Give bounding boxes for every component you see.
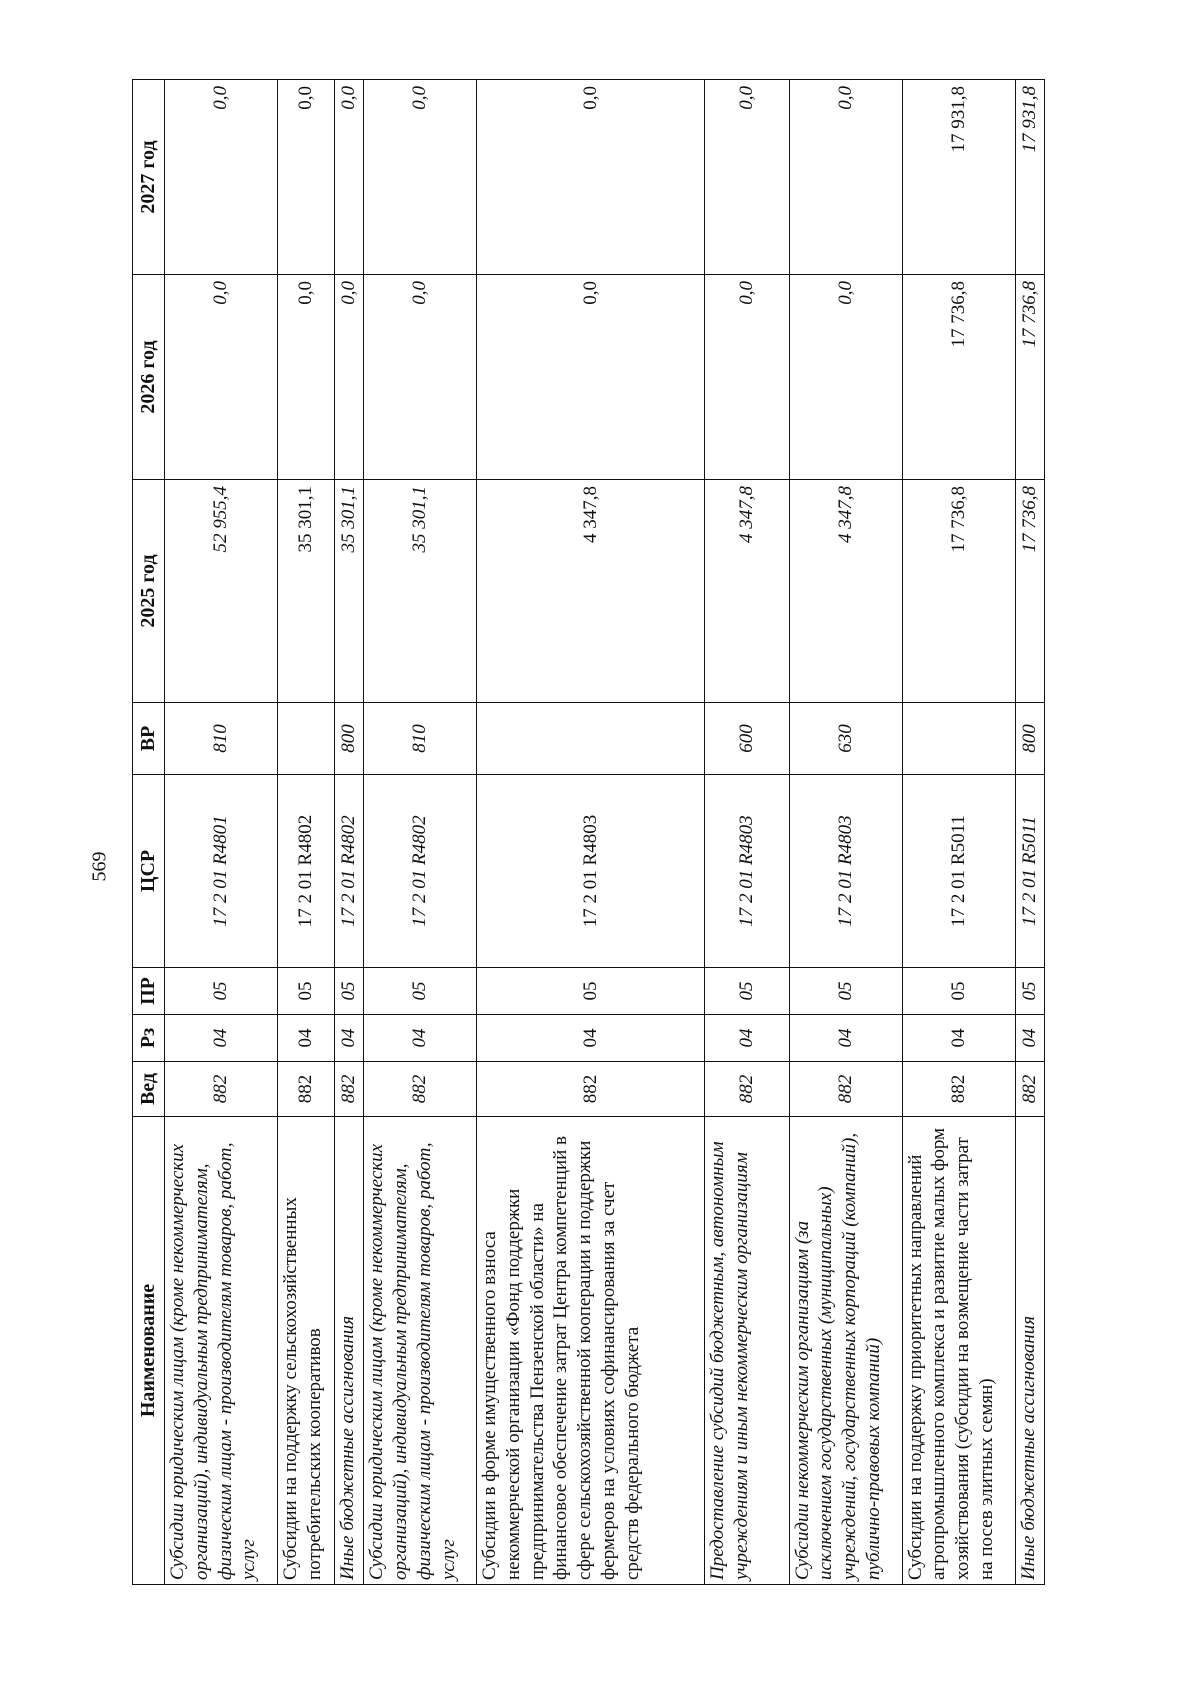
header-name: Наименование (133, 1117, 165, 1585)
cell-ved: 882 (277, 1062, 334, 1117)
cell-name: Субсидии на поддержку приоритетных направлений агропромышленного комплекса и развитие малых форм хозяйствования (субсидии на возмещение части затрат на посев элитных семян) (902, 1117, 1015, 1585)
cell-rz: 04 (277, 1015, 334, 1062)
cell-name: Субсидии некоммерческим организациям (за исключением государственных (муниципальных) учреждений, государственных корпораций (компаний), публично-правовых компаний) (789, 1117, 902, 1585)
cell-ved: 882 (477, 1062, 705, 1117)
cell-pr: 05 (1015, 968, 1044, 1015)
cell-pr: 05 (334, 968, 363, 1015)
header-row (133, 80, 165, 1585)
cell-csr: 17 2 01 R5011 (1015, 775, 1044, 968)
cell-y2027: 0,0 (364, 80, 477, 275)
cell-y2026: 0,0 (165, 275, 278, 480)
table-row (789, 80, 902, 1585)
cell-y2026: 0,0 (705, 275, 789, 480)
cell-ved: 882 (789, 1062, 902, 1117)
cell-ved: 882 (165, 1062, 278, 1117)
table-row (902, 80, 1015, 1585)
table-body (165, 80, 1045, 1585)
table-row (165, 80, 278, 1585)
cell-y2027: 17 931,8 (902, 80, 1015, 275)
cell-y2026: 0,0 (364, 275, 477, 480)
cell-y2026: 17 736,8 (902, 275, 1015, 480)
cell-vr: 800 (1015, 703, 1044, 775)
cell-name: Иные бюджетные ассигнования (1015, 1117, 1044, 1585)
cell-rz: 04 (902, 1015, 1015, 1062)
cell-pr: 05 (364, 968, 477, 1015)
cell-y2025: 4 347,8 (477, 480, 705, 703)
cell-vr (277, 703, 334, 775)
cell-y2026: 0,0 (277, 275, 334, 480)
cell-vr (477, 703, 705, 775)
cell-rz: 04 (477, 1015, 705, 1062)
cell-y2025: 52 955,4 (165, 480, 278, 703)
cell-y2027: 0,0 (165, 80, 278, 275)
cell-name: Предоставление субсидий бюджетным, автономным учреждениям и иным некоммерческим организациям (705, 1117, 789, 1585)
cell-rz: 04 (364, 1015, 477, 1062)
cell-y2026: 0,0 (789, 275, 902, 480)
cell-name: Субсидии на поддержку сельскохозяйственных потребительских кооперативов (277, 1117, 334, 1585)
cell-ved: 882 (334, 1062, 363, 1117)
header-vr: ВР (133, 703, 165, 775)
table-row (705, 80, 789, 1585)
cell-y2025: 4 347,8 (705, 480, 789, 703)
cell-y2027: 17 931,8 (1015, 80, 1044, 275)
cell-rz: 04 (705, 1015, 789, 1062)
cell-y2026: 0,0 (334, 275, 363, 480)
header-2025: 2025 год (133, 480, 165, 703)
cell-y2025: 17 736,8 (902, 480, 1015, 703)
cell-y2027: 0,0 (334, 80, 363, 275)
cell-y2026: 17 736,8 (1015, 275, 1044, 480)
table-container (132, 80, 1045, 1585)
table-row (364, 80, 477, 1585)
cell-pr: 05 (277, 968, 334, 1015)
cell-ved: 882 (364, 1062, 477, 1117)
cell-vr: 800 (334, 703, 363, 775)
cell-y2025: 4 347,8 (789, 480, 902, 703)
cell-csr: 17 2 01 R5011 (902, 775, 1015, 968)
cell-csr: 17 2 01 R4802 (334, 775, 363, 968)
cell-vr: 600 (705, 703, 789, 775)
cell-y2027: 0,0 (705, 80, 789, 275)
cell-rz: 04 (1015, 1015, 1044, 1062)
table-row (334, 80, 363, 1585)
cell-y2027: 0,0 (277, 80, 334, 275)
cell-vr (902, 703, 1015, 775)
cell-y2025: 35 301,1 (364, 480, 477, 703)
cell-rz: 04 (165, 1015, 278, 1062)
budget-table (132, 79, 1045, 1585)
table-row (277, 80, 334, 1585)
header-ved: Вед (133, 1062, 165, 1117)
cell-y2027: 0,0 (789, 80, 902, 275)
cell-csr: 17 2 01 R4802 (364, 775, 477, 968)
cell-y2027: 0,0 (477, 80, 705, 275)
cell-csr: 17 2 01 R4803 (705, 775, 789, 968)
cell-vr: 810 (165, 703, 278, 775)
cell-pr: 05 (902, 968, 1015, 1015)
table-row (477, 80, 705, 1585)
header-csr: ЦСР (133, 775, 165, 968)
cell-csr: 17 2 01 R4803 (477, 775, 705, 968)
cell-pr: 05 (477, 968, 705, 1015)
page-number: 569 (88, 851, 111, 882)
table-row (1015, 80, 1044, 1585)
cell-y2025: 35 301,1 (277, 480, 334, 703)
header-2027: 2027 год (133, 80, 165, 275)
cell-csr: 17 2 01 R4802 (277, 775, 334, 968)
header-2026: 2026 год (133, 275, 165, 480)
cell-name: Субсидии в форме имущественного взноса некоммерческой организации «Фонд поддержки предпринимательства Пензенской области» на финансовое обеспечение затрат Центра компетенций в сфере сельскохозяйственной кооперации и поддержки фермеров на условиях софинансирования за счет средств федерального бюджета (477, 1117, 705, 1585)
cell-pr: 05 (789, 968, 902, 1015)
cell-rz: 04 (789, 1015, 902, 1062)
cell-y2025: 17 736,8 (1015, 480, 1044, 703)
cell-name: Субсидии юридическим лицам (кроме некоммерческих организаций), индивидуальным предпринимателям, физическим лицам - производителям товаров, работ, услуг (364, 1117, 477, 1585)
cell-rz: 04 (334, 1015, 363, 1062)
cell-name: Субсидии юридическим лицам (кроме некоммерческих организаций), индивидуальным предпринимателям, физическим лицам - производителям товаров, работ, услуг (165, 1117, 278, 1585)
cell-ved: 882 (902, 1062, 1015, 1117)
cell-pr: 05 (165, 968, 278, 1015)
cell-vr: 630 (789, 703, 902, 775)
cell-ved: 882 (705, 1062, 789, 1117)
cell-pr: 05 (705, 968, 789, 1015)
cell-vr: 810 (364, 703, 477, 775)
cell-ved: 882 (1015, 1062, 1044, 1117)
header-rz: Рз (133, 1015, 165, 1062)
header-pr: ПР (133, 968, 165, 1015)
cell-csr: 17 2 01 R4803 (789, 775, 902, 968)
cell-csr: 17 2 01 R4801 (165, 775, 278, 968)
cell-y2025: 35 301,1 (334, 480, 363, 703)
cell-y2026: 0,0 (477, 275, 705, 480)
cell-name: Иные бюджетные ассигнования (334, 1117, 363, 1585)
